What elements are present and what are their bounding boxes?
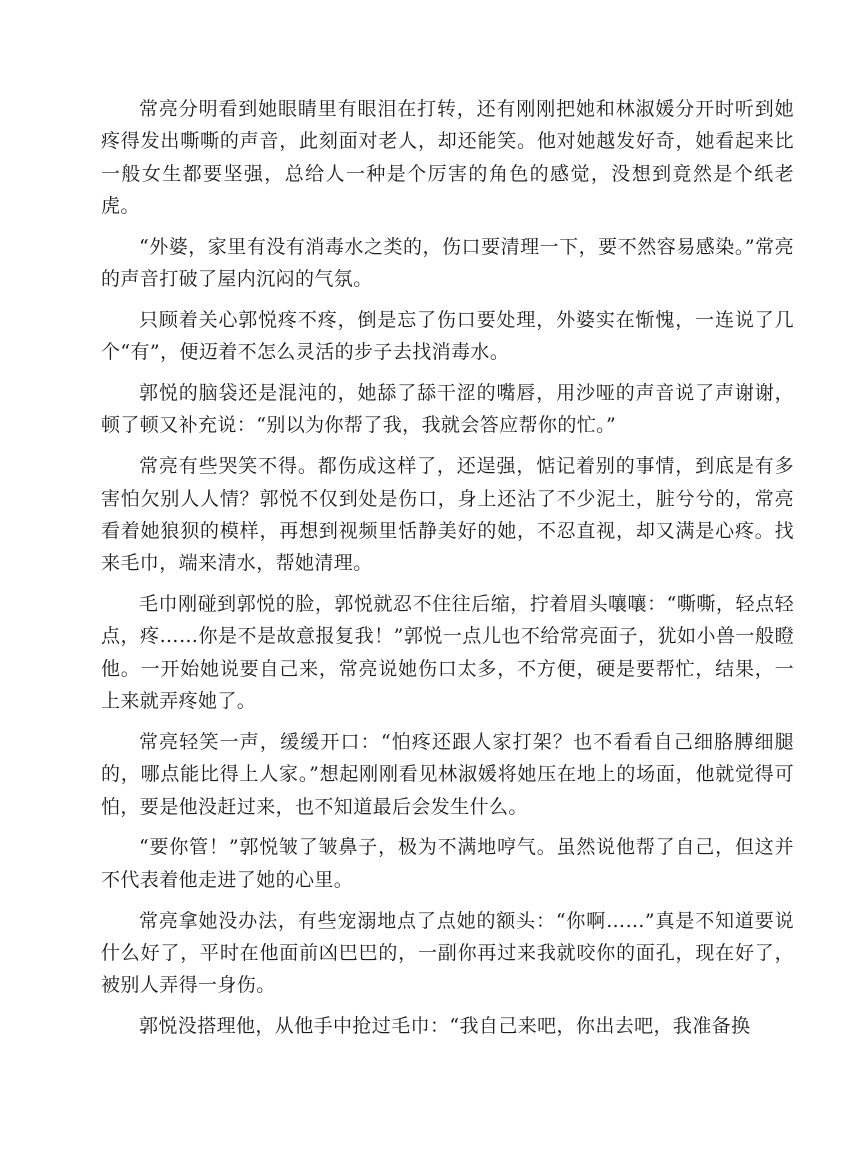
paragraph-1: 常亮分明看到她眼睛里有眼泪在打转，还有刚刚把她和林淑媛分开时听到她疼得发出嘶嘶的声音，此刻面对老人，却还能笑。他对她越发好奇，她看起来比一般女生都要坚强，总给人一种是个厉害的角色的感觉，没想到竟然是个纸老虎。 — [101, 98, 794, 217]
paragraph-7: 常亮轻笑一声，缓缓开口：“怕疼还跟人家打架？也不看看自己细胳膊细腿的，哪点能比得上人家。”想起刚刚看见林淑媛将她压在地上的场面，他就觉得可怕，要是他没赶过来，也不知道最后会发生什么。 — [101, 730, 794, 818]
paragraph-2: “外婆，家里有没有消毒水之类的，伤口要清理一下，要不然容易感染。”常亮的声音打破了屋内沉闷的气氛。 — [101, 235, 794, 291]
paragraph-10: 郭悦没搭理他，从他手中抢过毛巾：“我自己来吧，你出去吧，我准备换 — [139, 1015, 751, 1038]
document-body — [101, 93, 794, 1051]
paragraph-8: “要你管！”郭悦皱了皱鼻子，极为不满地哼气。虽然说他帮了自己，但这并不代表着他走进了她的心里。 — [101, 836, 794, 891]
paragraph-3: 只顾着关心郭悦疼不疼，倒是忘了伤口要处理，外婆实在惭愧，一连说了几个“有”，便迈着不怎么灵活的步子去找消毒水。 — [101, 308, 794, 364]
paragraph-4: 郭悦的脑袋还是混沌的，她舔了舔干涩的嘴唇，用沙哑的声音说了声谢谢，顿了顿又补充说：“别以为你帮了我，我就会答应帮你的忙。” — [101, 382, 794, 437]
paragraph-5: 常亮有些哭笑不得。都伤成这样了，还逞强，惦记着别的事情，到底是有多害怕欠别人人情？郭悦不仅到处是伤口，身上还沾了不少泥土，脏兮兮的，常亮看着她狼狈的模样，再想到视频里恬静美好的她，不忍直视，却又满是心疼。找来毛巾，端来清水，帮她清理。 — [101, 455, 794, 575]
paragraph-9: 常亮拿她没办法，有些宠溺地点了点她的额头：“你啊……”真是不知道要说什么好了，平时在他面前凶巴巴的，一副你再过来我就咬你的面孔，现在好了，被别人弄得一身伤。 — [101, 909, 794, 997]
paragraph-6: 毛巾刚碰到郭悦的脸，郭悦就忍不住往后缩，拧着眉头嚷嚷：“嘶嘶，轻点轻点，疼……你是不是故意报复我！”郭悦一点儿也不给常亮面子，犹如小兽一般瞪他。一开始她说要自己来，常亮说她伤口太多，不方便，硬是要帮忙，结果，一上来就弄疼她了。 — [101, 593, 794, 713]
